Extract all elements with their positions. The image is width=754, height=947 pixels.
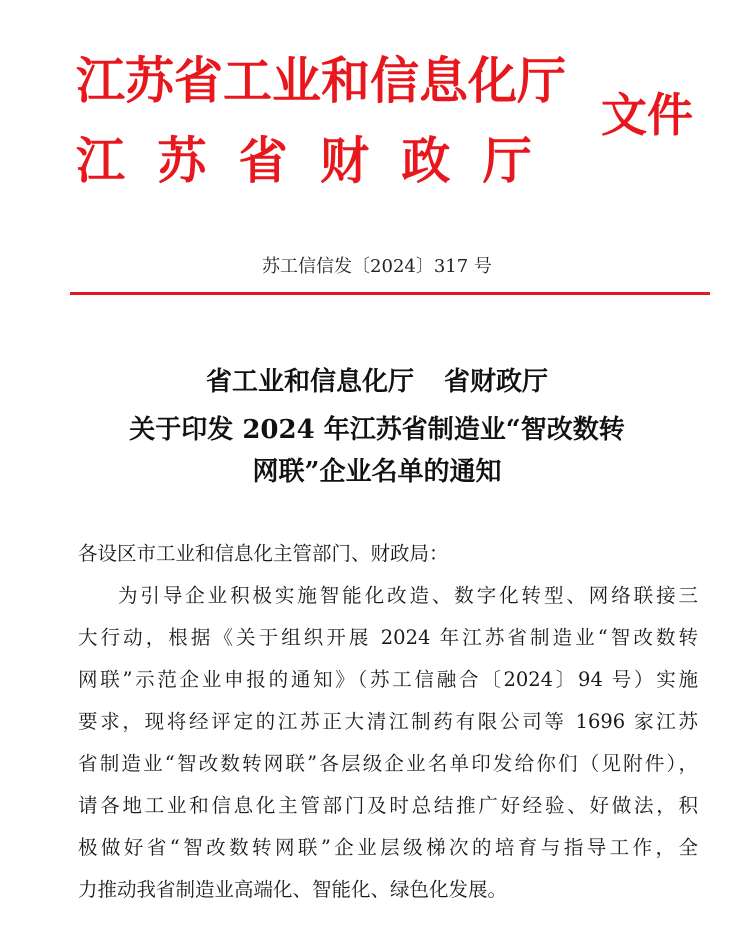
body-line: 网联”示范企业申报的通知》（苏工信融合〔2024〕94 号）实施 <box>78 668 698 691</box>
document-number: 苏工信信发〔2024〕317 号 <box>262 256 492 277</box>
notice-title-line-2: 关于印发 2024 年江苏省制造业“智改数转 <box>129 415 625 445</box>
issuing-agency-2: 江苏省财政厅 <box>76 131 565 190</box>
red-divider <box>70 292 710 295</box>
salutation: 各设区市工业和信息化主管部门、财政局： <box>78 542 449 565</box>
title-agency-2: 省财政厅 <box>444 367 549 397</box>
notice-title-line-3: 网联”企业名单的通知 <box>252 457 502 487</box>
notice-title-line-1 <box>0 369 754 395</box>
body-line: 力推动我省制造业高端化、智能化、绿色化发展。 <box>78 878 508 901</box>
body-line: 极做好省“智改数转网联”企业层级梯次的培育与指导工作，全 <box>78 836 698 859</box>
body-line: 省制造业“智改数转网联”各层级企业名单印发给你们（见附件）， <box>78 752 698 775</box>
document-type-label: 文件 <box>601 88 693 142</box>
body-line: 为引导企业积极实施智能化改造、数字化转型、网络联接三 <box>118 584 698 607</box>
title-agency-1: 省工业和信息化厅 <box>205 367 414 397</box>
body-line: 请各地工业和信息化主管部门及时总结推广好经验、好做法，积 <box>78 794 698 817</box>
body-line: 要求，现将经评定的江苏正大清江制药有限公司等 1696 家江苏 <box>78 710 698 733</box>
body-line: 大行动，根据《关于组织开展 2024 年江苏省制造业“智改数转 <box>78 626 698 649</box>
issuing-agency-1: 江苏省工业和信息化厅 <box>76 51 566 110</box>
